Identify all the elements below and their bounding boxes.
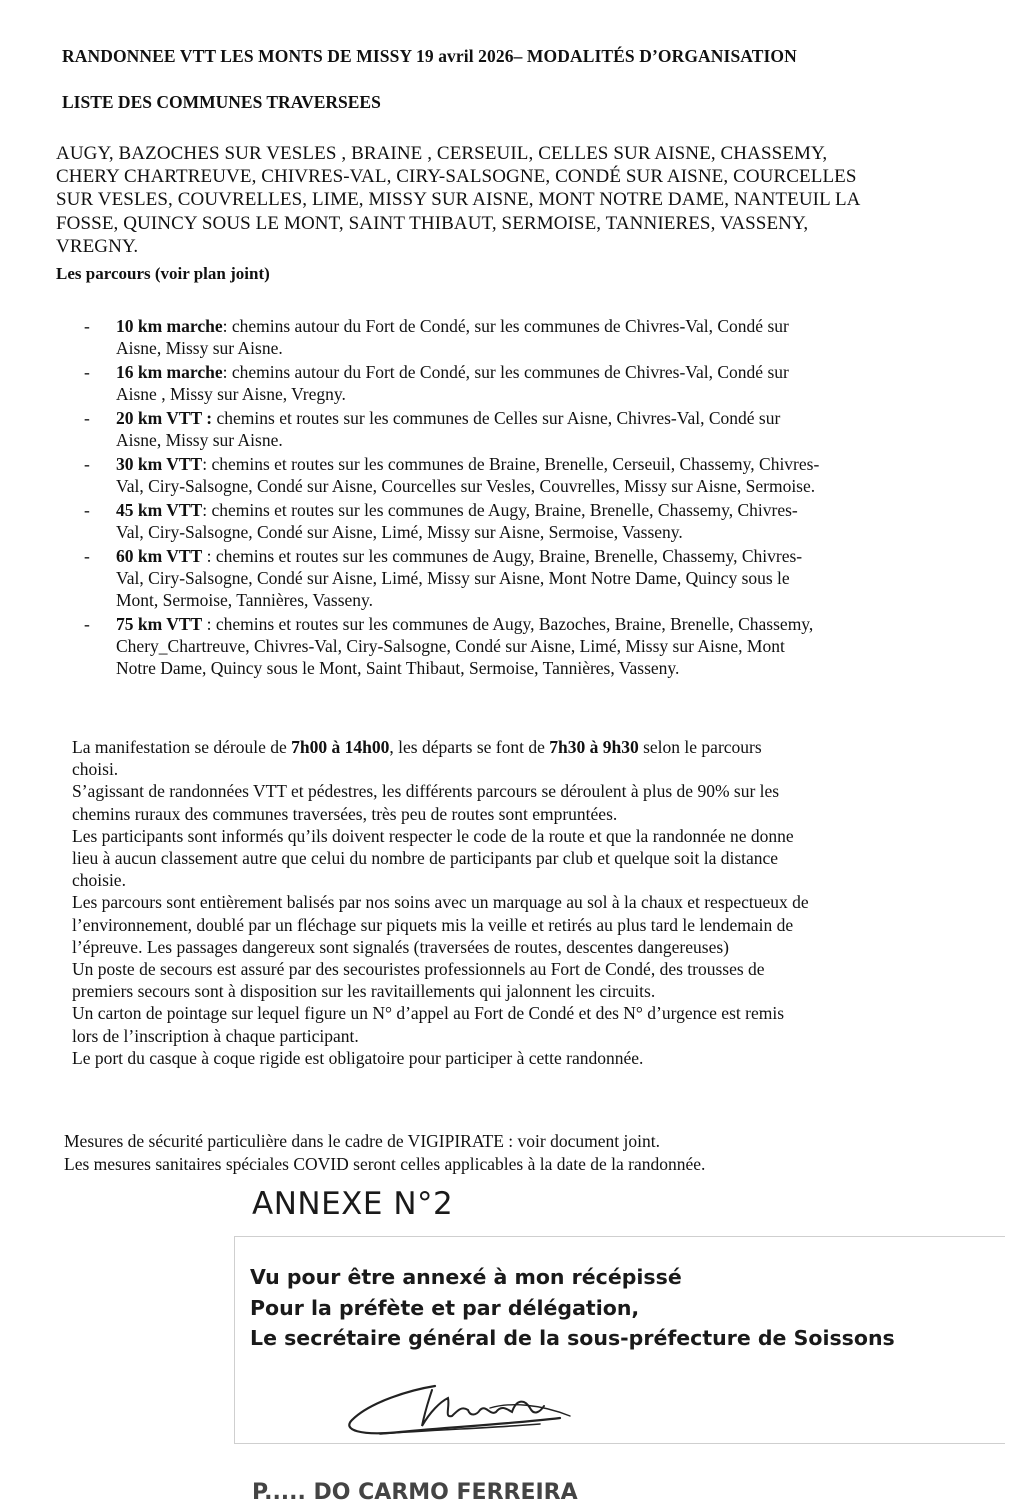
communes-line: AUGY, BAZOCHES SUR VESLES , BRAINE , CERSEUIL, CELLES SUR AISNE, CHASSEMY, bbox=[56, 143, 828, 164]
paragraph-line: Les parcours sont entièrement balisés par nos soins avec un marquage au sol à la chaux et respectueux de bbox=[72, 892, 809, 913]
paragraph-line: Les participants sont informés qu’ils doivent respecter le code de la route et que la randonnée ne donne bbox=[72, 825, 794, 846]
annexe-label: ANNEXE N°2 bbox=[252, 1186, 454, 1222]
cut-off-signatory-name: P..... DO CARMO FERREIRA bbox=[252, 1480, 578, 1505]
schedule-line bbox=[72, 736, 982, 758]
organisation-details bbox=[72, 736, 982, 1069]
bullet-dash: - bbox=[84, 316, 90, 336]
paragraph-line: Un poste de secours est assuré par des secouristes professionnels au Fort de Condé, des trousses de bbox=[72, 959, 765, 980]
vigipirate-note: Mesures de sécurité particulière dans le cadre de VIGIPIRATE : voir document joint. bbox=[64, 1131, 660, 1151]
schedule-departs: 7h30 à 9h30 bbox=[549, 737, 639, 757]
route-item-20km bbox=[84, 407, 984, 451]
bullet-dash: - bbox=[84, 362, 90, 382]
paragraph-line: lieu à aucun classement autre que celui du nombre de participants par club et quelque soit la distance bbox=[72, 848, 779, 869]
paragraph-line: premiers secours sont à disposition sur les ravitaillements qui jalonnent les circuits. bbox=[72, 981, 656, 1002]
route-text: Notre Dame, Quincy sous le Mont, Saint Thibaut, Sermoise, Tannières, Vasseny. bbox=[116, 658, 680, 678]
signature-icon bbox=[340, 1372, 660, 1452]
bullet-dash: - bbox=[84, 408, 90, 428]
stamp-line: Le secrétaire général de la sous-préfecture de Soissons bbox=[250, 1326, 895, 1350]
route-text: Mont, Sermoise, Tannières, Vasseny. bbox=[116, 590, 374, 610]
stamp-line: Vu pour être annexé à mon récépissé bbox=[250, 1265, 682, 1289]
schedule-post: selon le parcours bbox=[638, 737, 762, 757]
communes-line: VREGNY. bbox=[56, 235, 139, 257]
route-item-60km bbox=[84, 545, 984, 611]
route-label: 10 km marche bbox=[116, 316, 223, 336]
parcours-heading: Les parcours (voir plan joint) bbox=[56, 264, 270, 283]
bullet-dash: - bbox=[84, 454, 90, 474]
route-text: Val, Ciry-Salsogne, Condé sur Aisne, Limé, Missy sur Aisne, Mont Notre Dame, Quincy sous le bbox=[116, 568, 790, 588]
stamp-line: Pour la préfète et par délégation, bbox=[250, 1295, 640, 1320]
route-item-30km bbox=[84, 453, 984, 497]
route-text: Chery_Chartreuve, Chivres-Val, Ciry-Salsogne, Condé sur Aisne, Limé, Missy sur Aisne, Mont bbox=[116, 636, 785, 656]
communes-heading: LISTE DES COMMUNES TRAVERSEES bbox=[62, 92, 381, 112]
route-text: Val, Ciry-Salsogne, Condé sur Aisne, Limé, Missy sur Aisne, Sermoise, Vasseny. bbox=[116, 522, 683, 542]
route-text: : chemins et routes sur les communes de Braine, Brenelle, Cerseuil, Chassemy, Chivres- bbox=[202, 454, 820, 474]
communes-line: SUR VESLES, COUVRELLES, LIME, MISSY SUR AISNE, MONT NOTRE DAME, NANTEUIL LA bbox=[56, 189, 861, 211]
footer-notes bbox=[64, 1130, 974, 1175]
routes-list bbox=[84, 315, 984, 681]
communes-line: CHERY CHARTREUVE, CHIVRES-VAL, CIRY-SALSOGNE, CONDÉ SUR AISNE, COURCELLES bbox=[56, 166, 857, 188]
paragraph-line: chemins ruraux des communes traversées, très peu de routes sont empruntées. bbox=[72, 803, 618, 824]
route-text: : chemins et routes sur les communes de Augy, Bazoches, Braine, Brenelle, Chassemy, bbox=[202, 614, 814, 634]
route-text: : chemins et routes sur les communes de Augy, Braine, Brenelle, Chassemy, Chivres- bbox=[202, 546, 803, 566]
bullet-dash: - bbox=[84, 500, 90, 520]
schedule-hours: 7h00 à 14h00 bbox=[291, 737, 390, 757]
schedule-pre: La manifestation se déroule de bbox=[72, 737, 292, 757]
route-item-16km bbox=[84, 361, 984, 405]
route-item-10km bbox=[84, 315, 984, 359]
document-title: RANDONNEE VTT LES MONTS DE MISSY 19 avril 2026– MODALITÉS D’ORGANISATION bbox=[62, 46, 797, 66]
route-label: 20 km VTT : bbox=[116, 408, 213, 428]
route-text: Val, Ciry-Salsogne, Condé sur Aisne, Courcelles sur Vesles, Couvrelles, Missy sur Aisne, Sermoise. bbox=[116, 476, 816, 496]
schedule-line-2: choisi. bbox=[72, 759, 119, 780]
route-text: Aisne , Missy sur Aisne, Vregny. bbox=[116, 384, 346, 404]
paragraph-line: choisie. bbox=[72, 870, 126, 891]
communes-list bbox=[56, 142, 956, 258]
route-item-45km bbox=[84, 499, 984, 543]
stamp-text bbox=[250, 1262, 895, 1354]
route-item-75km bbox=[84, 613, 984, 679]
route-text: Aisne, Missy sur Aisne. bbox=[116, 338, 283, 358]
paragraph-line: lors de l’inscription à chaque participant. bbox=[72, 1025, 359, 1046]
route-label: 75 km VTT bbox=[116, 614, 203, 634]
bullet-dash: - bbox=[84, 614, 90, 634]
paragraph-line: Le port du casque à coque rigide est obligatoire pour participer à cette randonnée. bbox=[72, 1047, 644, 1068]
route-label: 30 km VTT bbox=[116, 454, 203, 474]
paragraph-line: l’épreuve. Les passages dangereux sont signalés (traversées de routes, descentes dangereuses) bbox=[72, 936, 729, 957]
route-text: : chemins et routes sur les communes de Augy, Braine, Brenelle, Chassemy, Chivres- bbox=[202, 500, 798, 520]
bullet-dash: - bbox=[84, 546, 90, 566]
schedule-mid: , les départs se font de bbox=[389, 737, 550, 757]
route-label: 45 km VTT bbox=[116, 500, 203, 520]
paragraph-line: l’environnement, doublé par un fléchage sur piquets mis la veille et retirés au plus tard le lendemain de bbox=[72, 914, 794, 935]
route-label: 16 km marche bbox=[116, 362, 223, 382]
paragraph-line: S’agissant de randonnées VTT et pédestres, les différents parcours se déroulent à plus de 90% sur les bbox=[72, 781, 780, 802]
paragraph-line: Un carton de pointage sur lequel figure un N° d’appel au Fort de Condé et des N° d’urgence est remis bbox=[72, 1003, 785, 1024]
route-label: 60 km VTT bbox=[116, 546, 203, 566]
covid-note: Les mesures sanitaires spéciales COVID seront celles applicables à la date de la randonnée. bbox=[64, 1153, 706, 1174]
route-text: : chemins autour du Fort de Condé, sur les communes de Chivres-Val, Condé sur bbox=[222, 362, 789, 382]
route-text: Aisne, Missy sur Aisne. bbox=[116, 430, 283, 450]
route-text: chemins et routes sur les communes de Celles sur Aisne, Chivres-Val, Condé sur bbox=[212, 408, 781, 428]
route-text: : chemins autour du Fort de Condé, sur les communes de Chivres-Val, Condé sur bbox=[222, 316, 789, 336]
communes-line: FOSSE, QUINCY SOUS LE MONT, SAINT THIBAUT, SERMOISE, TANNIERES, VASSENY, bbox=[56, 212, 809, 234]
